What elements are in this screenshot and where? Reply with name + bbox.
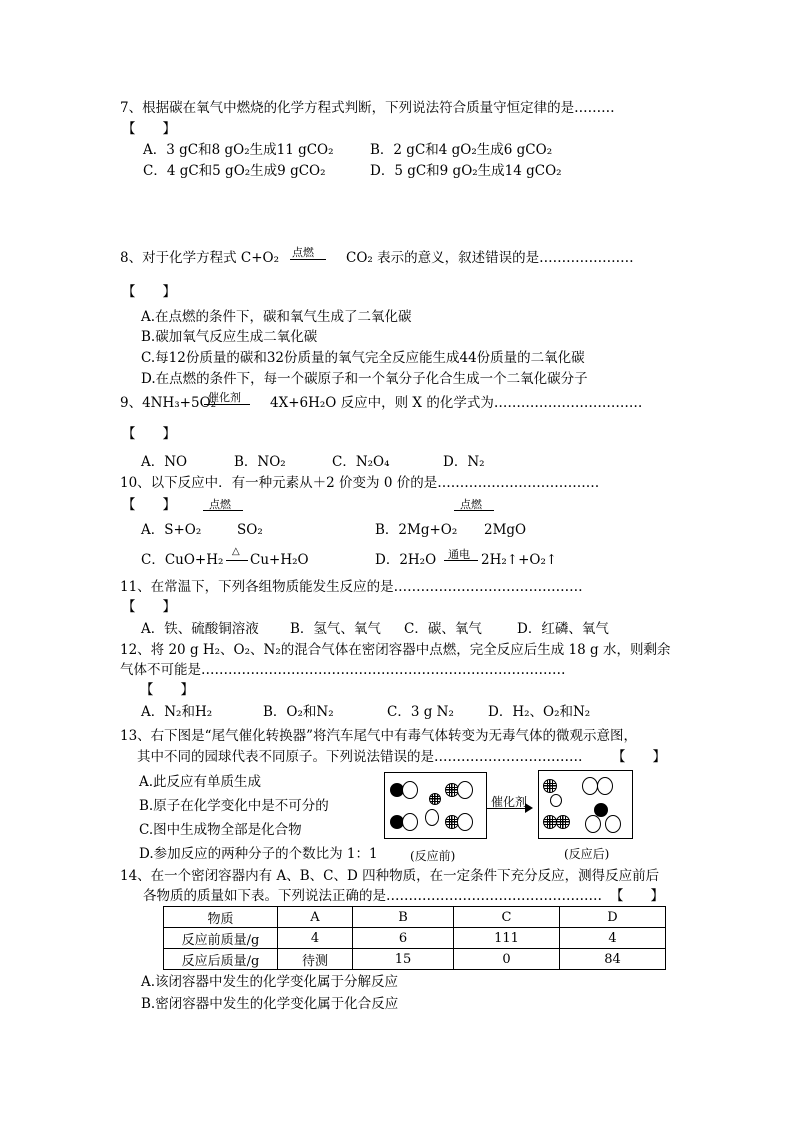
q14-stem-line2: 各物质的质量如下表。下列说法正确的是………………………………………… [143,888,602,904]
q10-option-c-reactants: C．CuO+H₂ [141,552,224,568]
q11-option-b: B．氢气、氧气 [290,621,381,637]
q9-answer-bracket[interactable]: 【 】 [122,426,176,442]
q10-condition-d: 通电 [448,548,470,561]
q11-option-c: C．碳、氧气 [404,621,482,637]
table-cell: 反应前质量/g [164,928,278,949]
table-cell: 111 [454,928,560,949]
q9-condition: 催化剂 [208,391,241,404]
table-cell: 反应后质量/g [164,949,278,970]
hatched-atom [556,815,570,829]
q7-option-a: A．3 gC和8 gO₂生成11 gCO₂ [143,142,334,158]
q8-stem-end: CO₂ 表示的意义，叙述错误的是………………… [346,250,634,266]
white-atom [425,809,439,826]
q8-option-b: B.碳加氧气反应生成二氧化碳 [141,329,318,345]
q13-answer-bracket[interactable]: 【 】 [612,749,666,765]
hatched-atom [543,815,557,829]
table-header-row [164,907,666,928]
q14-answer-bracket[interactable]: 【 】 [610,888,664,904]
after-label: (反应后) [564,847,610,861]
white-atom [582,777,598,795]
q12-stem-line2: 气体不可能是……………………………………………………………………… [120,662,566,678]
q9-stem-end: 4X+6H₂O 反应中，则 X 的化学式为…………………………… [270,395,643,411]
q9-option-b: B．NO₂ [234,454,286,470]
q10-condition-b: 点燃 [460,498,482,511]
table-row [164,928,666,949]
after-reaction-box [538,770,633,839]
q11-option-a: A．铁、硫酸铜溶液 [141,621,259,637]
hatched-atom [543,779,557,793]
table-header-cell: D [560,907,666,928]
q8-option-c: C.每12份质量的碳和32份质量的氧气完全反应能生成44份质量的二氧化碳 [141,350,585,366]
q9-stem-start: 9、4NH₃+5O₂ [120,395,217,411]
q13-option-a: A.此反应有单质生成 [139,774,262,790]
q11-stem: 11、在常温下，下列各组物质能发生反应的是…………………………………… [120,579,583,595]
q9-option-a: A．NO [141,454,188,470]
white-atom [597,777,613,795]
q10-option-c-products: Cu+H₂O [250,552,309,568]
white-atom [550,794,562,807]
table-row [164,949,666,970]
q10-arrow-d [444,560,478,561]
q10-stem: 10、以下反应中．有一种元素从＋2 价变为 0 价的是……………………………… [120,475,600,491]
q9-option-d: D．N₂ [443,454,485,470]
white-atom [402,781,418,799]
q10-option-b-reactants: B．2Mg+O₂ [375,522,458,538]
q14-stem-line1: 14、在一个密闭容器内有 A、B、C、D 四种物质，在一定条件下充分反应，测得反应前后 [120,868,660,884]
q13-option-d: D.参加反应的两种分子的个数比为 1：1 [139,846,378,862]
q7-stem: 7、根据碳在氧气中燃烧的化学方程式判断，下列说法符合质量守恒定律的是……… [120,100,615,116]
hatched-atom [429,793,441,805]
q14-option-b: B.密闭容器中发生的化学变化属于化合反应 [141,996,399,1012]
table-cell: 6 [353,928,454,949]
q10-option-d-products: 2H₂↑+O₂↑ [481,552,558,568]
table-header-cell: A [278,907,353,928]
q10-option-a-products: SO₂ [237,522,263,538]
white-atom [605,815,621,833]
white-atom [585,815,601,833]
white-atom [402,813,418,831]
q7-option-c: C．4 gC和5 gO₂生成9 gCO₂ [143,163,326,179]
q10-arrow-c [226,560,248,561]
q8-option-d: D.在点燃的条件下，每一个碳原子和一个氧分子化合生成一个二氧化碳分子 [141,371,588,387]
q12-stem-line1: 12、将 20 g H₂、O₂、N₂的混合气体在密闭容器中点燃，完全反应后生成 18 g 水，则剩余 [120,642,671,658]
q10-arrow-b [454,510,494,511]
table-header-cell: 物质 [164,907,278,928]
q11-option-d: D．红磷、氧气 [517,621,609,637]
q10-arrow-a [203,510,243,511]
q8-stem-start: 8、对于化学方程式 C+O₂ [120,250,280,266]
table-header-cell: B [353,907,454,928]
q10-option-a-reactants: A．S+O₂ [141,522,202,538]
q9-option-c: C．N₂O₄ [332,454,390,470]
q14-option-a: A.该闭容器中发生的化学变化属于分解反应 [141,974,399,990]
q10-condition-a: 点燃 [209,498,231,511]
q13-stem-line2: 其中不同的园球代表不同原子。下列说法错误的是…………………………… [137,749,583,765]
q10-option-d-reactants: D．2H₂O [375,552,437,568]
table-cell: 84 [560,949,666,970]
white-atom [457,813,473,831]
q7-answer-bracket[interactable]: 【 】 [122,121,176,137]
q8-reaction-arrow [290,259,326,260]
q7-option-b: B．2 gC和4 gO₂生成6 gCO₂ [370,142,553,158]
q12-answer-bracket[interactable]: 【 】 [140,682,194,698]
q10-condition-c: △ [232,546,240,557]
q11-answer-bracket[interactable]: 【 】 [122,599,176,615]
q8-answer-bracket[interactable]: 【 】 [122,284,176,300]
q14-mass-table [163,906,666,970]
q12-option-d: D．H₂、O₂和N₂ [488,704,591,720]
q9-reaction-arrow [204,404,250,405]
table-cell: 4 [560,928,666,949]
table-cell: 待测 [278,949,353,970]
white-atom [457,781,473,799]
q12-option-b: B．O₂和N₂ [263,704,334,720]
catalyst-label: 催化剂 [491,795,528,809]
table-header-cell: C [454,907,560,928]
q13-option-b: B.原子在化学变化中是不可分的 [139,798,329,814]
q12-option-c: C．3 g N₂ [387,704,454,720]
q7-option-d: D．5 gC和9 gO₂生成14 gCO₂ [370,163,562,179]
table-cell: 4 [278,928,353,949]
arrow-head [525,803,533,813]
q12-option-a: A．N₂和H₂ [141,704,213,720]
q8-condition: 点燃 [292,246,314,259]
q10-option-b-products: 2MgO [484,522,527,538]
q10-answer-bracket[interactable]: 【 】 [122,497,176,513]
table-cell: 0 [454,949,560,970]
table-cell: 15 [353,949,454,970]
before-reaction-box [384,772,487,839]
q13-option-c: C.图中生成物全部是化合物 [139,822,302,838]
q8-option-a: A.在点燃的条件下，碳和氧气生成了二氧化碳 [141,309,412,325]
q13-stem-line1: 13、右下图是“尾气催化转换器”将汽车尾气中有毒气体转变为无毒气体的微观示意图， [120,728,637,744]
before-label: (反应前) [410,849,456,863]
